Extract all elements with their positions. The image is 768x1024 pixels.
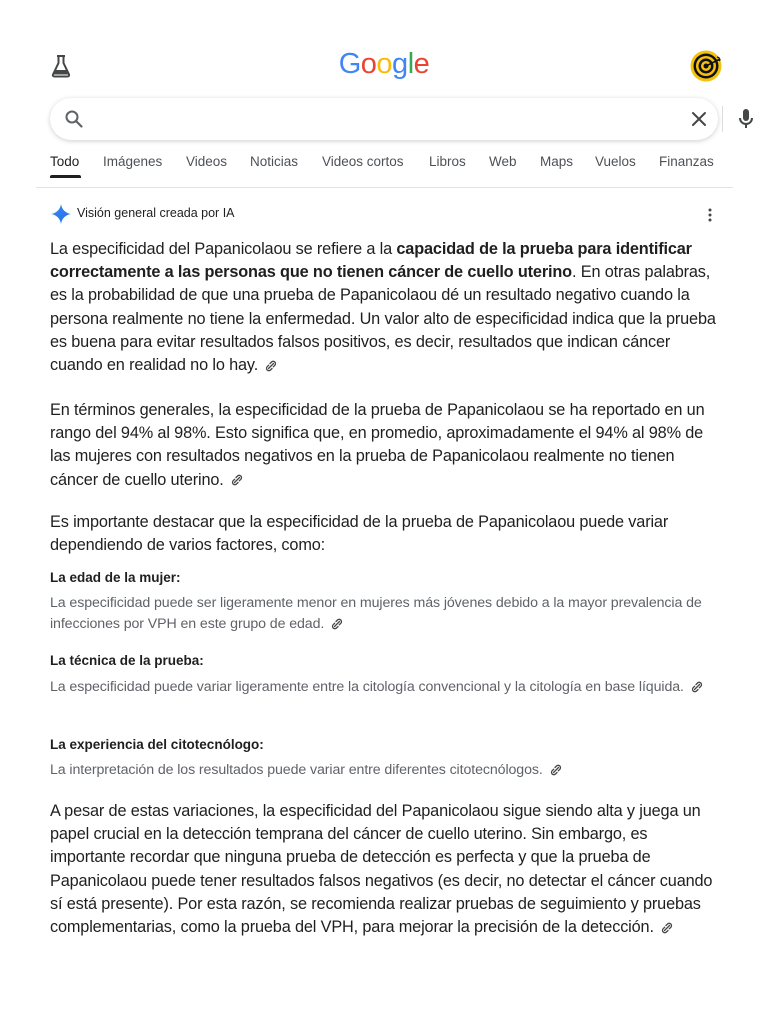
logo-letter: l	[407, 48, 414, 80]
tab-imagenes[interactable]: Imágenes	[103, 154, 163, 169]
logo-letter: G	[338, 48, 361, 80]
factor-text-body: La interpretación de los resultados puede variar entre diferentes citotecnólogos.	[50, 762, 543, 778]
ai-overview-title: Visión general creada por IA	[77, 206, 235, 220]
tab-finanzas[interactable]: Finanzas	[659, 154, 714, 169]
tab-videos[interactable]: Videos	[186, 154, 228, 169]
search-icon[interactable]	[64, 109, 84, 129]
p3-text: Es importante destacar que la especificidad de la prueba de Papanicolaou puede variar dependiendo de varios factores, como:	[50, 513, 669, 555]
logo-letter: o	[360, 48, 377, 80]
source-link-icon[interactable]	[264, 360, 278, 372]
search-input[interactable]	[98, 106, 622, 134]
p4-text: A pesar de estas variaciones, la especificidad del Papanicolaou sigue siendo alta y juega un papel crucial en la detección temprana del cáncer de cuello uterino. Sin embargo, es importante recordar que ninguna prueba de detección es perfecta y que la prueba de Papanicolaou puede tener resultados falsos negativos (es decir, no detectar el cáncer cuando sí está presente). Por esta razón, se recomienda realizar pruebas de seguimiento y pruebas complementarias, como la prueba del VPH, para mejorar la precisión de la detección.	[50, 802, 713, 937]
divider	[36, 187, 733, 188]
close-icon[interactable]	[688, 108, 710, 130]
source-link-icon[interactable]	[330, 618, 344, 630]
top-bar	[0, 0, 768, 96]
tab-vuelos[interactable]: Vuelos	[595, 154, 636, 169]
ai-paragraph-2	[50, 399, 725, 492]
active-tab-indicator	[50, 175, 81, 178]
ai-paragraph-3	[50, 511, 725, 557]
more-options-icon[interactable]	[702, 205, 718, 225]
source-link-icon[interactable]	[230, 474, 244, 486]
factor-text	[50, 677, 710, 698]
tab-maps[interactable]: Maps	[540, 154, 574, 169]
factor-text	[50, 593, 710, 634]
factor-heading: La edad de la mujer:	[50, 570, 181, 585]
factor-text-body: La especificidad puede variar ligeramente entre la citología convencional y la citología en base líquida.	[50, 679, 684, 695]
tab-videos-cortos[interactable]: Videos cortos	[322, 154, 404, 169]
factor-heading: La experiencia del citotecnólogo:	[50, 737, 264, 752]
search-bar[interactable]	[50, 98, 718, 140]
factor-text	[50, 760, 710, 781]
ai-overview-header	[50, 203, 730, 225]
p1-end: . En otras palabras, es la probabilidad de que una prueba de Papanicolaou dé un resultado negativo cuando la persona realmente no tiene la enfermedad. Un valor alto de especificidad indica que la prueba es buena para evitar resultados falsos positivos, es decir, resultados que indican cáncer cuando en realidad no lo hay.	[50, 263, 716, 375]
logo-letter: e	[413, 48, 430, 80]
tab-noticias[interactable]: Noticias	[250, 154, 299, 169]
tab-web[interactable]: Web	[489, 154, 517, 169]
search-tabs	[50, 154, 740, 184]
tab-todo[interactable]: Todo	[50, 154, 80, 169]
target-avatar-icon[interactable]	[690, 50, 722, 82]
logo-letter: o	[376, 48, 393, 80]
p1-bold: capacidad de la prueba para identificar correctamente a las personas que no tienen cáncer de cuello uterino	[50, 240, 692, 282]
source-link-icon[interactable]	[549, 764, 563, 776]
p2-text: En términos generales, la especificidad de la prueba de Papanicolaou se ha reportado en un rango del 94% al 98%. Esto significa que, en promedio, aproximadamente el 94% al 98% de las mujeres con resultados negativos en la prueba de Papanicolaou realmente no tienen cáncer de cuello uterino.	[50, 401, 705, 489]
microphone-icon[interactable]	[734, 106, 758, 132]
ai-paragraph-4	[50, 800, 725, 939]
google-logo[interactable]	[0, 48, 768, 81]
search-divider	[722, 106, 723, 132]
source-link-icon[interactable]	[660, 922, 674, 934]
p1-start: La especificidad del Papanicolaou se refiere a la	[50, 240, 397, 258]
factor-heading: La técnica de la prueba:	[50, 653, 204, 668]
gemini-sparkle-icon	[50, 203, 72, 225]
source-link-icon[interactable]	[690, 681, 704, 693]
logo-letter: g	[392, 48, 408, 80]
tab-libros[interactable]: Libros	[429, 154, 466, 169]
factor-text-body: La especificidad puede ser ligeramente menor en mujeres más jóvenes debido a la mayor prevalencia de infecciones por VPH en este grupo de edad.	[50, 595, 702, 632]
ai-paragraph-1	[50, 238, 725, 377]
